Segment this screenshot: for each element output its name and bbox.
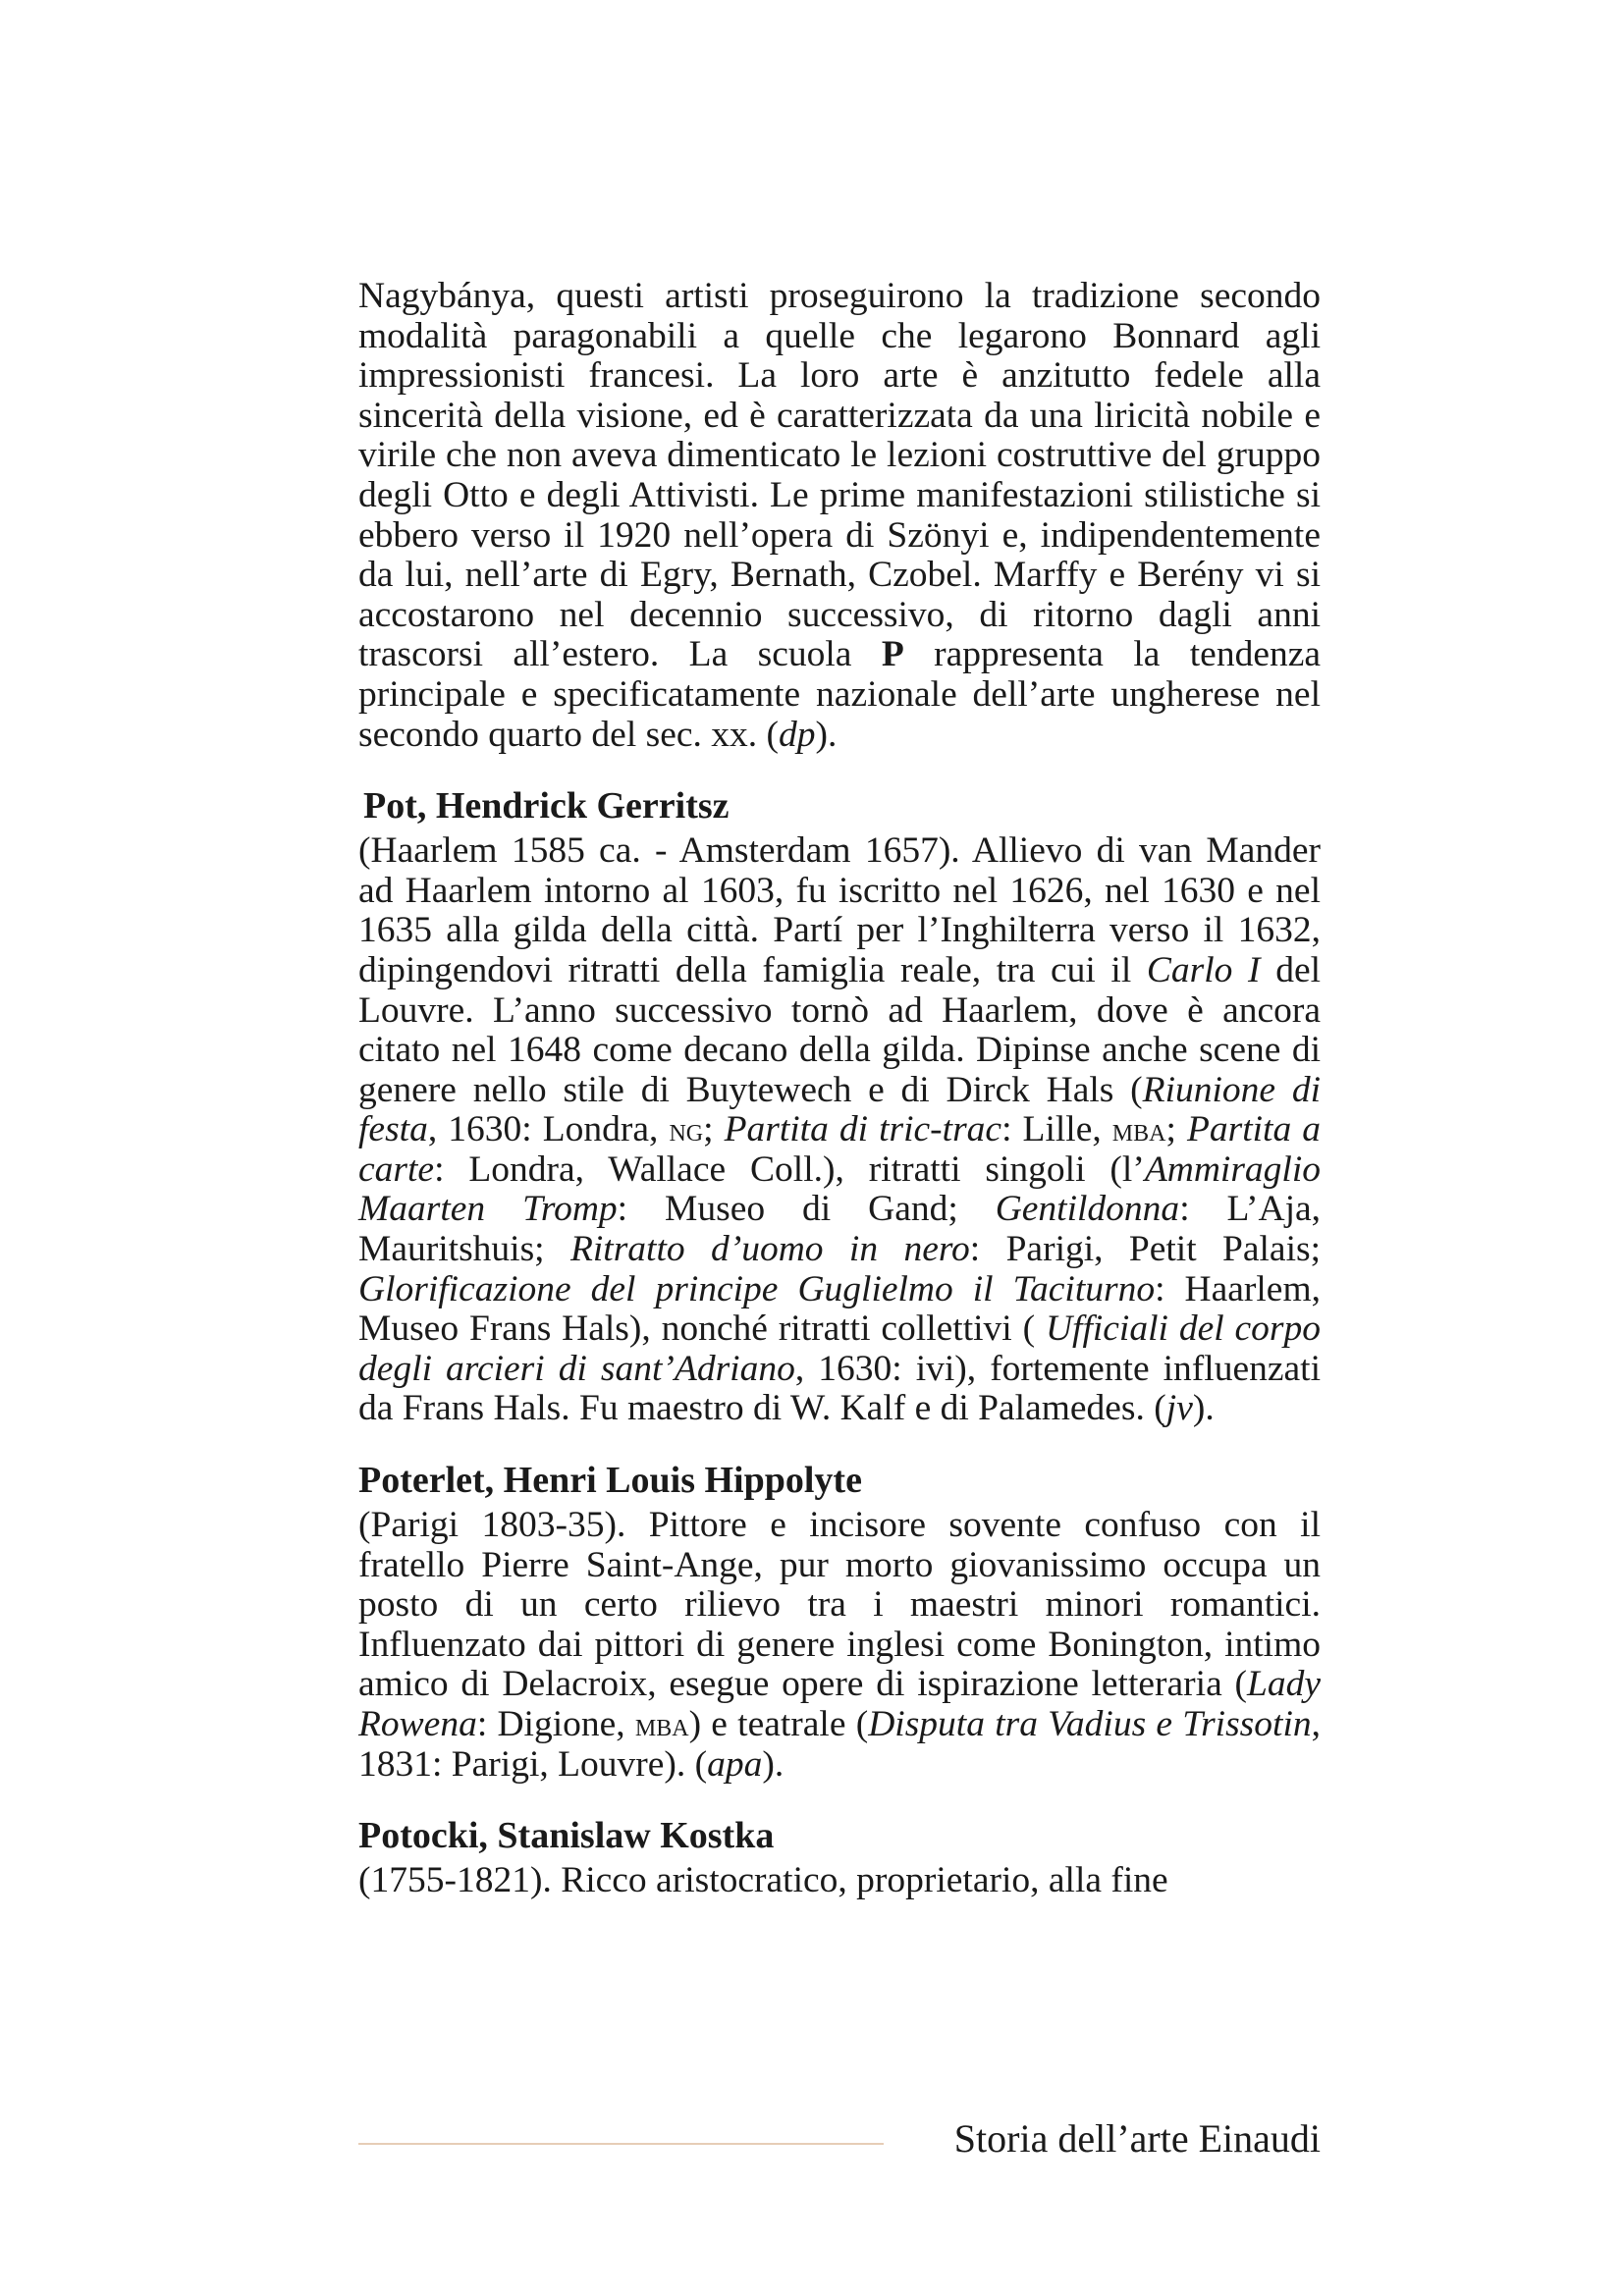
entry-body-poterlet: (Parigi 1803-35). Pittore e incisore sovente confuso con il fratello Pierre Saint-Ange, pur morto giovanissimo occupa un posto di un certo rilievo tra i maestri minori romantici. Influenzato dai pittori di genere inglesi come Bonington, intimo amico di Delacroix, esegue opere di ispirazione letteraria (Lady Rowena: Digione, mba) e teatrale (Disputa tra Vadius e Trissotin, 1831: Parigi, Louvre). (apa). bbox=[358, 1505, 1321, 1785]
entry-title-potocki: Potocki, Stanislaw Kostka bbox=[358, 1815, 775, 1857]
author-initials: jv bbox=[1165, 1388, 1193, 1429]
entry-title-poterlet: Poterlet, Henri Louis Hippolyte bbox=[358, 1460, 862, 1502]
footer-title: Storia dell’arte Einaudi bbox=[953, 2116, 1321, 2161]
entry-body-pot: (Haarlem 1585 ca. - Amsterdam 1657). Allievo di van Mander ad Haarlem intorno al 1603, fu iscritto nel 1626, nel 1630 e nel 1635 alla gilda della città. Partí per l’Inghilterra verso il 1632, dipingendovi ritratti della famiglia reale, tra cui il Carlo I del Louvre. L’anno successivo tornò ad Haarlem, dove è ancora citato nel 1648 come decano della gilda. Dipinse anche scene di genere nello stile di Buytewech e di Dirck Hals (Riunione di festa, 1630: Londra, ng; Partita di tric-trac: Lille, mba; Partita a carte: Londra, Wallace Coll.), ritratti singoli (l’Ammiraglio Maarten Tromp: Museo di Gand; Gentildonna: L’Aja, Mauritshuis; Ritratto d’uomo in nero: Parigi, Petit Palais; Glorificazione del principe Guglielmo il Taciturno: Haarlem, Museo Frans Hals), nonché ritratti collettivi ( Ufficiali del corpo degli arcieri di sant’Adriano, 1630: ivi), fortemente influenzati da Frans Hals. Fu maestro di W. Kalf e di Palamedes. (jv). bbox=[358, 830, 1322, 1429]
bold-letter: P bbox=[881, 634, 904, 675]
text-column bbox=[358, 277, 1321, 1901]
footer-rule bbox=[358, 2143, 884, 2145]
author-initials: apa bbox=[707, 1743, 763, 1785]
entry-title-pot: Pot, Hendrick Gerritsz bbox=[363, 785, 730, 828]
paragraph-continuation: Nagybánya, questi artisti proseguirono la tradizione secondo modalità paragonabili a quelle che legarono Bonnard agli impressionisti francesi. La loro arte è anzitutto fedele alla sincerità della visione, ed è caratterizzata da una liricità nobile e virile che non aveva dimenticato le lezioni costruttive del gruppo degli Otto e degli Attivisti. Le prime manifestazioni stilistiche si ebbero verso il 1920 nell’opera di Szönyi e, indipendentemente da lui, nell’arte di Egry, Bernath, Czobel. Marffy e Berény vi si accostarono nel decennio successivo, di ritorno dagli anni trascorsi all’estero. La scuola P rappresenta la tendenza principale e specificatamente nazionale dell’arte ungherese nel secondo quarto del sec. xx. (dp). bbox=[358, 276, 1322, 755]
page-footer bbox=[358, 2113, 1321, 2168]
author-initials: dp bbox=[779, 714, 816, 755]
entry-body-potocki: (1755-1821). Ricco aristocratico, proprietario, alla fine bbox=[358, 1860, 1168, 1901]
